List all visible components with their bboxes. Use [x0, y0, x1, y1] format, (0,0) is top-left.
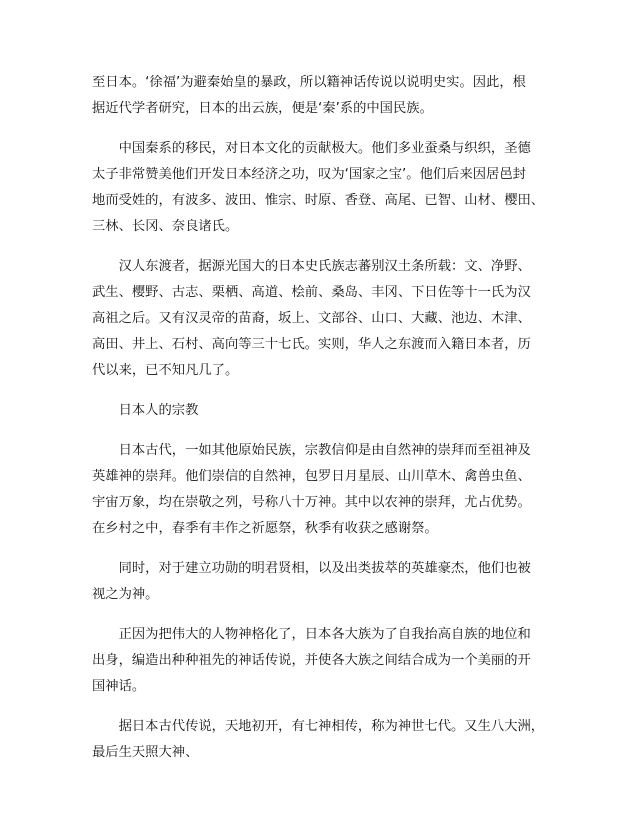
paragraph-7: 正因为把伟大的人物神格化了，日本各大族为了自我抬高自族的地位和 出身，编造出种种祖先的神话传说，并使各大族之间结合成为一个美丽的开 国神话。 — [92, 627, 531, 694]
paragraph-1: 至日本。‘徐福’为避秦始皇的暴政，所以籍神话传说以说明史实。因此，根 据近代学者研究，日本的出云族，便是‘秦’系的中国民族。 — [92, 75, 526, 116]
paragraph-3: 汉人东渡者，据源光国大的日本史氏族志蕃别汉土条所载：文、净野、 武生、樱野、古志、栗栖、高道、桧前、桑岛、丰冈、下日佐等十一氏为汉 高祖之后。又有汉灵帝的苗裔，坂上、文部谷、山口、大藏、池边、木津、 高田、井上、石村、高向等三十七氏。实则，华人之东渡而入籍日本者，历 代以来，已不知凡几了。 — [92, 259, 531, 378]
document-body — [92, 70, 562, 780]
section-heading: 日本人的宗教 — [118, 403, 199, 418]
paragraph-2: 中国秦系的移民，对日本文化的贡献极大。他们多业蚕桑与织织，圣德 太子非常赞美他们开发日本经济之功，叹为‘国家之宝’。他们后来因居邑封 地而受姓的，有波多、波田、惟宗、时原、香登、高尾、已智、山材、樱田、 三林、长冈、奈良诸氏。 — [92, 141, 545, 234]
paragraph-8: 据日本古代传说，天地初开，有七神相传，称为神世七代。又生八大洲， 最后生天照大神、 — [92, 719, 545, 760]
paragraph-6: 同时，对于建立功勋的明君贤相，以及出类拔萃的英雄豪杰，他们也被 视之为神。 — [92, 561, 531, 602]
paragraph-5: 日本古代，一如其他原始民族，宗教信仰是由自然神的崇拜而至祖神及 英雄神的崇拜。他们崇信的自然神，包罗日月星辰、山川草木、禽兽虫鱼、 宇宙万象，均在崇敬之列，号称八十万神。其中以农神的崇拜，尤占优势。 在乡村之中，春季有丰作之祈愿祭，秋季有收获之感谢祭。 — [92, 443, 531, 536]
